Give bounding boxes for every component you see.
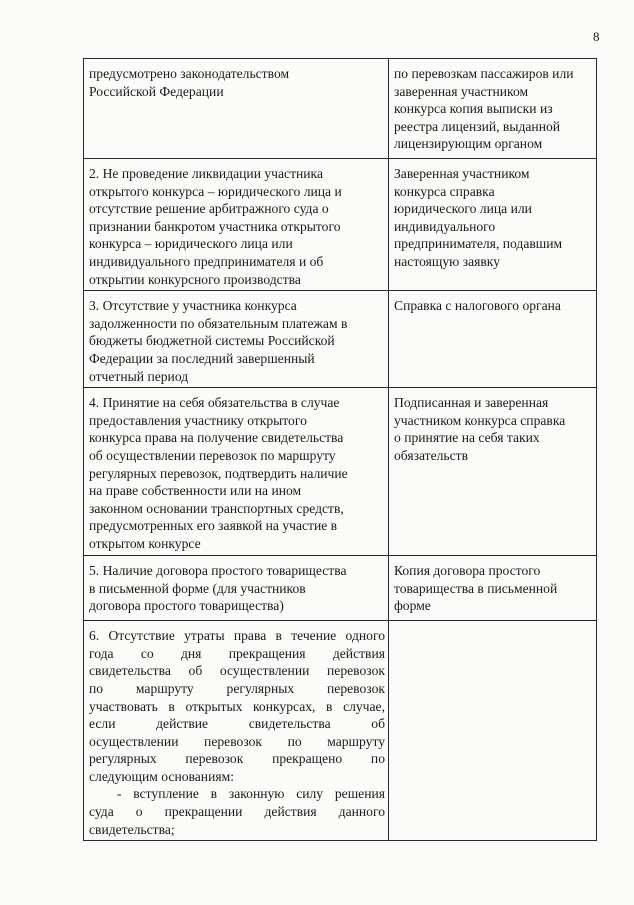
cell-line: Заверенная участником [394,166,530,181]
cell-line: регулярных перевозок прекращено по [89,751,385,767]
document-cell [389,291,597,388]
cell-line: о принятие на себя таких [394,430,540,446]
table-row [84,388,597,556]
cell-line: настоящую заявку [394,253,500,269]
document-cell [389,556,597,621]
cell-line: 4. Принятие на себя обязательства в случае [89,395,340,411]
requirement-cell [84,621,389,841]
cell-line: реестра лицензий, выданной [394,118,561,134]
cell-line: отчетный период [89,368,189,384]
table-row [84,59,597,159]
table-row [84,621,597,841]
cell-line: отсутствие решение арбитражного суда о [89,201,329,217]
document-cell [389,59,597,159]
cell-line: следующим основаниям: [89,768,234,784]
document-cell [389,159,597,291]
cell-line: открытом конкурсе [89,535,201,551]
cell-line: 5. Наличие договора простого товарищества [89,563,347,579]
table-row [84,291,597,388]
cell-line: индивидуального предпринимателя и об [89,253,324,269]
cell-line: суда о прекращении действия данного [89,804,385,820]
cell-line: по маршруту регулярных перевозок [89,680,385,696]
cell-line: в письменной форме (для участников [89,580,306,596]
requirement-cell [84,556,389,621]
document-cell-empty [389,621,597,841]
cell-line: индивидуального [394,218,496,234]
cell-line: открытого конкурса – юридического лица и [89,183,342,199]
cell-line: конкурса – юридического лица или [89,236,293,252]
cell-line: участником конкурса справка [394,412,566,428]
page-number: 8 [593,29,600,44]
cell-line: предоставления участнику открытого [89,412,307,428]
cell-line: предусмотренных его заявкой на участие в [89,518,338,534]
requirement-cell [84,159,389,291]
cell-line: лицензирующим органом [394,136,543,152]
requirements-table [83,58,597,841]
cell-line: предусмотрено законодательством [89,66,290,81]
cell-line: 2. Не проведение ликвидации участника [89,166,323,181]
cell-line: Копия договора простого [394,563,541,579]
cell-line: бюджеты бюджетной системы Российской [89,333,335,349]
cell-line: по перевозкам пассажиров или [394,66,574,81]
cell-line: форме [394,598,431,614]
cell-line: 6. Отсутствие утраты права в течение одного [89,628,385,644]
cell-line: на праве собственности или на ином [89,483,302,499]
cell-line: товарищества в письменной [394,580,558,596]
cell-line: признании банкротом участника открытого [89,218,341,234]
cell-line: 3. Отсутствие у участника конкурса [89,298,297,314]
cell-line: задолженности по обязательным платежам в [89,315,348,331]
cell-line: об осуществлении перевозок по маршруту [89,447,336,463]
cell-line: регулярных перевозок, подтвердить наличие [89,465,348,481]
cell-line: конкурса справка [394,183,495,199]
cell-line: законном основании транспортных средств, [89,500,344,516]
cell-line: юридического лица или [394,201,532,217]
requirement-cell [84,388,389,556]
cell-line: года со дня прекращения действия [89,645,385,661]
cell-line: свидетельства об осуществлении перевозок [89,663,385,679]
cell-line: Подписанная и заверенная [394,395,549,411]
cell-line: участвовать в открытых конкурсах, в случае, [89,698,385,714]
cell-line: Справка с налогового органа [394,298,561,314]
cell-line: предпринимателя, подавшим [394,236,563,252]
table-row [84,556,597,621]
cell-line: договора простого товарищества) [89,598,284,614]
cell-line: осуществлении перевозок по маршруту [89,733,385,749]
table-row [84,159,597,291]
requirement-cell [84,59,389,159]
cell-line: открытии конкурсного производства [89,271,301,287]
cell-line: если действие свидетельства об [89,716,385,732]
requirement-cell [84,291,389,388]
cell-line: конкурса копия выписки из [394,101,553,117]
document-cell [389,388,597,556]
cell-line: заверенная участником [394,83,529,99]
cell-line: Российской Федерации [89,83,224,99]
cell-line: обязательств [394,447,469,463]
cell-line: - вступление в законную силу решения [117,786,385,802]
cell-line: Федерации за последний завершенный [89,350,315,366]
cell-line: свидетельства; [89,821,175,837]
cell-line: конкурса права на получение свидетельства [89,430,344,446]
